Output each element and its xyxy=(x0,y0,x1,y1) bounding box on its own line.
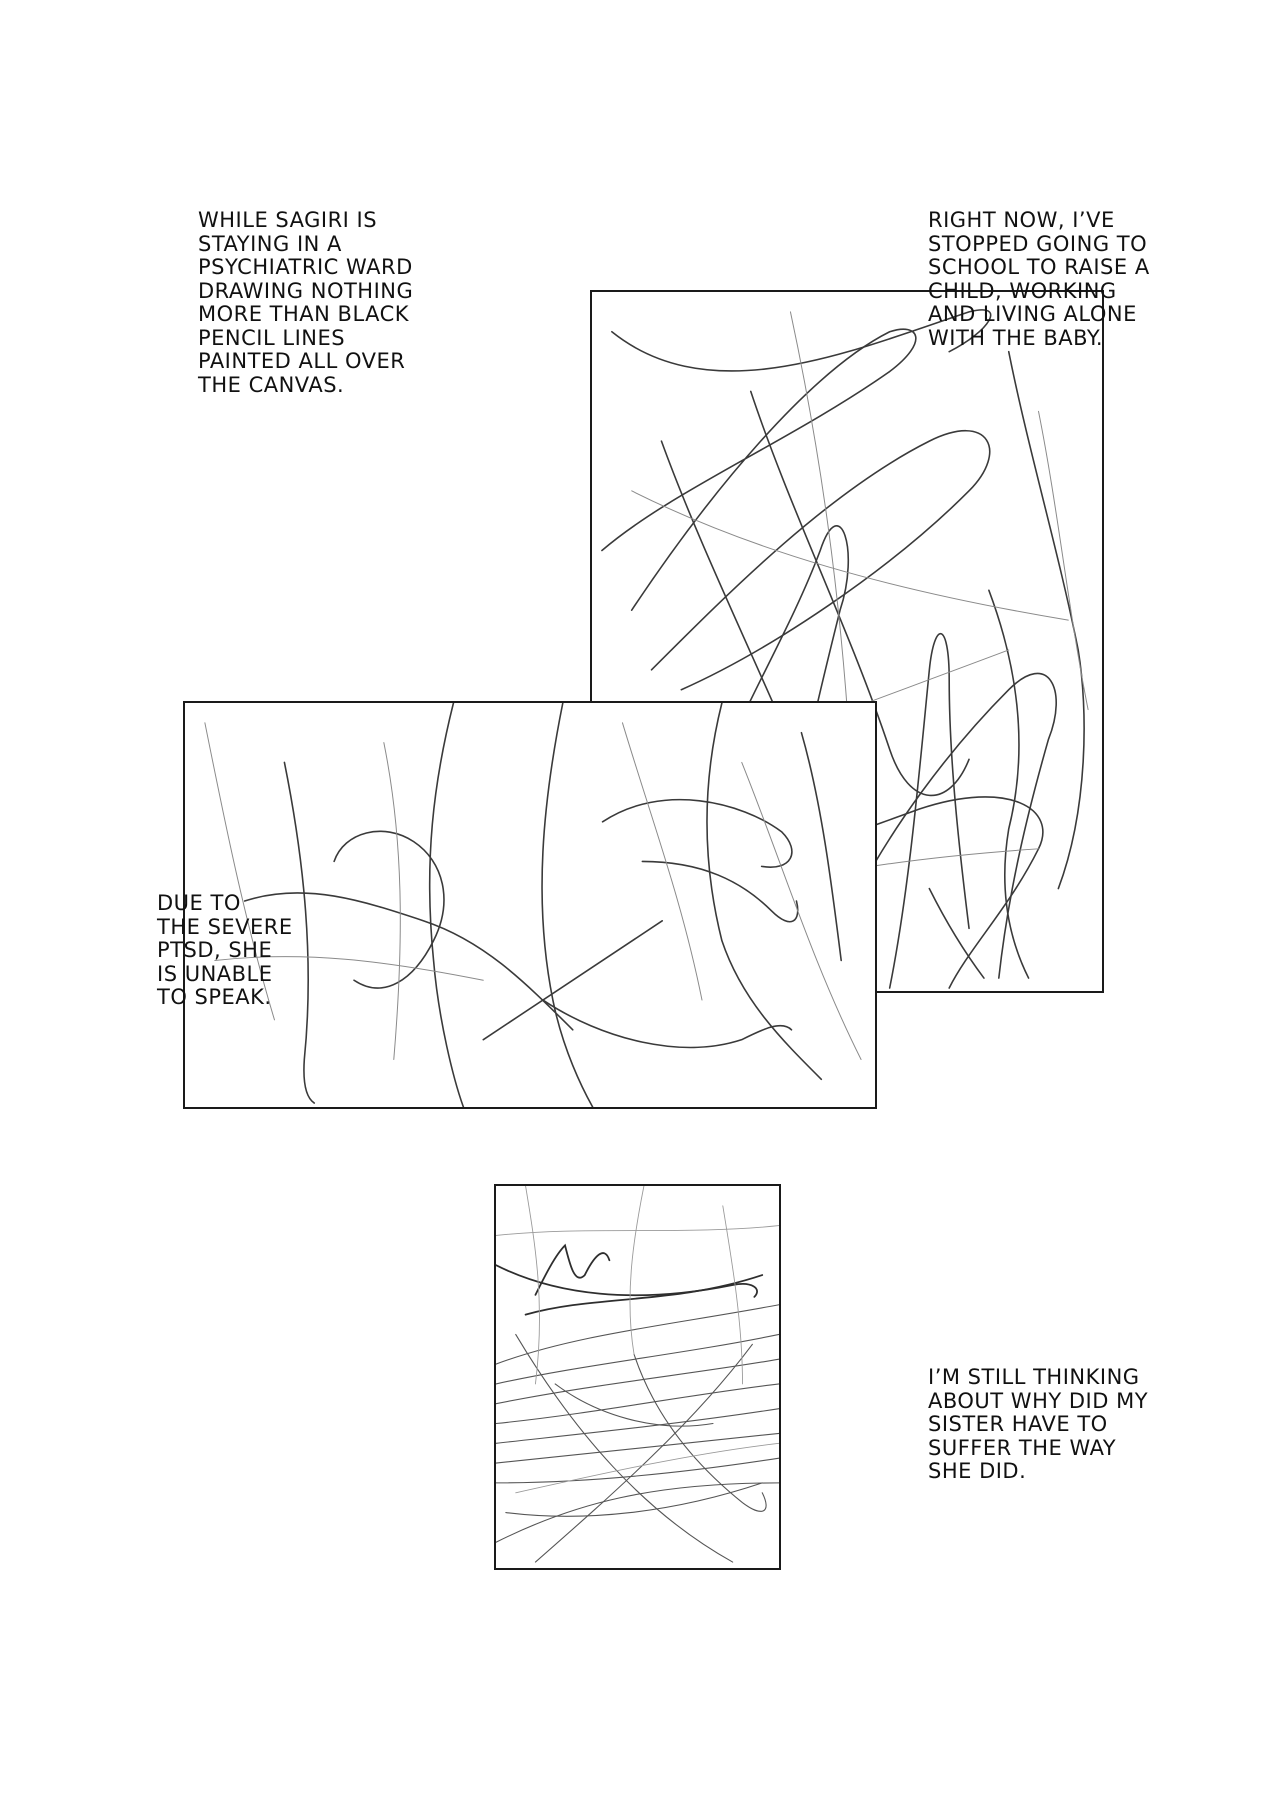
caption-ptsd: DUE TO THE SEVERE PTSD, SHE IS UNABLE TO SPEAK. xyxy=(157,891,293,1009)
pencil-scribbles-bottom xyxy=(496,1186,779,1568)
caption-sagiri-ward: WHILE SAGIRI IS STAYING IN A PSYCHIATRIC WARD DRAWING NOTHING MORE THAN BLACK PENCIL LINES PAINTED ALL OVER THE CANVAS. xyxy=(198,208,414,397)
scribble-panel-bottom xyxy=(494,1184,781,1570)
caption-right-now: RIGHT NOW, I’VE STOPPED GOING TO SCHOOL TO RAISE A CHILD, WORKING AND LIVING ALONE WITH THE BABY. xyxy=(928,208,1150,350)
caption-still-thinking: I’M STILL THINKING ABOUT WHY DID MY SISTER HAVE TO SUFFER THE WAY SHE DID. xyxy=(928,1365,1149,1483)
